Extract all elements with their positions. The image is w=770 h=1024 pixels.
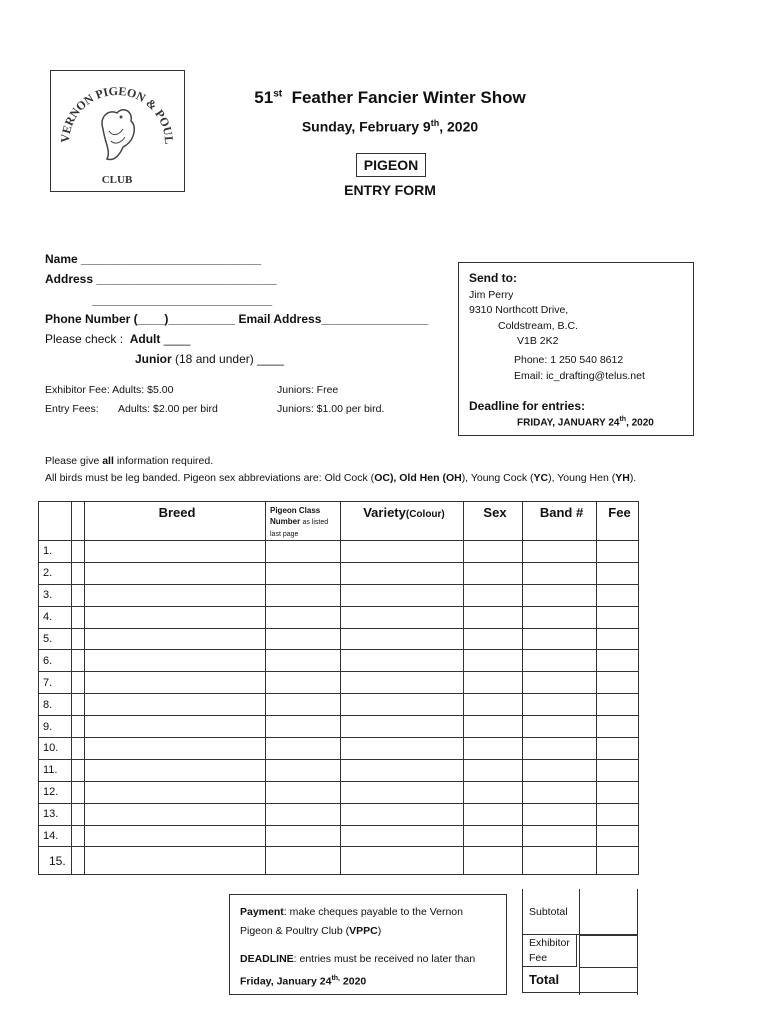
entry-cell[interactable] xyxy=(464,584,523,606)
entry-cell[interactable] xyxy=(85,606,266,628)
entry-cell[interactable] xyxy=(266,694,341,716)
table-row xyxy=(39,759,639,781)
entry-cell[interactable] xyxy=(85,803,266,825)
send-to-street: 9310 Northcott Drive, xyxy=(469,304,569,316)
table-row xyxy=(39,716,639,738)
entry-cell[interactable] xyxy=(266,716,341,738)
exhibitor-fee: Exhibitor Fee: Adults: $5.00 xyxy=(45,384,174,396)
table-row xyxy=(39,541,639,563)
check-row: Please check : Adult ____ xyxy=(45,332,191,346)
entry-cell[interactable] xyxy=(523,694,597,716)
logo-club-text: CLUB xyxy=(101,174,133,186)
entry-cell[interactable] xyxy=(597,584,639,606)
entry-cell[interactable] xyxy=(597,650,639,672)
entry-cell[interactable] xyxy=(597,672,639,694)
col-sex: Sex xyxy=(464,502,523,541)
send-to-phone: Phone: 1 250 540 8612 xyxy=(514,354,624,366)
entry-cell[interactable] xyxy=(266,562,341,584)
deadline-heading: Deadline for entries: xyxy=(469,399,586,413)
entry-cell[interactable] xyxy=(464,825,523,847)
entry-cell[interactable] xyxy=(464,562,523,584)
send-to-postal: V1B 2K2 xyxy=(517,335,559,347)
table-row xyxy=(39,781,639,803)
entry-fee-label: Entry Fees: xyxy=(45,403,99,415)
table-row xyxy=(39,738,639,760)
entry-cell[interactable] xyxy=(523,650,597,672)
entry-cell[interactable] xyxy=(597,606,639,628)
col-row-number xyxy=(39,502,72,541)
entry-cell[interactable] xyxy=(85,716,266,738)
entry-cell xyxy=(72,694,85,716)
totals-value-column[interactable] xyxy=(579,889,638,995)
email-field[interactable]: Email Address________________ xyxy=(238,312,429,326)
entry-cell xyxy=(72,847,85,875)
table-row xyxy=(39,584,639,606)
entry-cell[interactable] xyxy=(266,738,341,760)
entry-cell[interactable] xyxy=(464,847,523,875)
entry-cell[interactable] xyxy=(597,738,639,760)
instructions-line-2: All birds must be leg banded. Pigeon sex abbreviations are: Old Cock (OC), Old Hen (OH), Young Cock (YC), Young Hen (YH). xyxy=(45,472,637,484)
entry-cell[interactable] xyxy=(266,650,341,672)
entry-cell[interactable] xyxy=(266,759,341,781)
entry-cell[interactable] xyxy=(341,672,464,694)
club-logo xyxy=(50,70,185,192)
row-number: 6. xyxy=(39,650,72,672)
row-number: 7. xyxy=(39,672,72,694)
entry-cell[interactable] xyxy=(341,606,464,628)
entry-cell[interactable] xyxy=(266,606,341,628)
pigeon-logo-icon xyxy=(51,71,183,190)
table-header-row xyxy=(39,502,639,541)
send-to-name: Jim Perry xyxy=(469,289,514,301)
entry-cell[interactable] xyxy=(85,672,266,694)
entry-cell xyxy=(72,759,85,781)
entry-cell[interactable] xyxy=(266,584,341,606)
entry-cell xyxy=(72,606,85,628)
address-field-2[interactable]: ___________________________ xyxy=(92,293,273,307)
entry-cell[interactable] xyxy=(85,562,266,584)
junior-option[interactable]: Junior (18 and under) ____ xyxy=(135,352,284,366)
entry-cell[interactable] xyxy=(523,606,597,628)
name-field[interactable]: Name ___________________________ xyxy=(45,252,262,266)
col-breed: Breed xyxy=(85,502,266,541)
col-band: Band # xyxy=(523,502,597,541)
payment-deadline: DEADLINE: entries must be received no later than Friday, January $24^{th,}$ 2020 xyxy=(240,953,476,988)
entry-cell[interactable] xyxy=(341,650,464,672)
table-row xyxy=(39,562,639,584)
table-row xyxy=(39,628,639,650)
total-row[interactable]: Total xyxy=(522,967,638,993)
entry-cell[interactable] xyxy=(341,738,464,760)
send-to-box xyxy=(458,262,694,436)
adult-option[interactable]: Adult xyxy=(129,332,161,346)
table-row xyxy=(39,606,639,628)
col-fee: Fee xyxy=(597,502,639,541)
row-number: 4. xyxy=(39,606,72,628)
send-to-city: Coldstream, B.C. xyxy=(498,320,578,332)
entry-cell[interactable] xyxy=(341,694,464,716)
entry-cell xyxy=(72,584,85,606)
table-row xyxy=(39,803,639,825)
entry-cell[interactable] xyxy=(266,781,341,803)
entry-cell[interactable] xyxy=(266,541,341,563)
entry-cell xyxy=(72,672,85,694)
entry-cell xyxy=(72,716,85,738)
entry-cell[interactable] xyxy=(341,716,464,738)
entry-cell[interactable] xyxy=(597,759,639,781)
entry-cell[interactable] xyxy=(523,825,597,847)
entry-cell[interactable] xyxy=(464,738,523,760)
entry-cell[interactable] xyxy=(597,628,639,650)
entry-cell[interactable] xyxy=(523,584,597,606)
exhibitor-fee-row[interactable]: Exhibitor Fee xyxy=(522,935,577,967)
col-variety: Variety(Colour) xyxy=(341,502,464,541)
entry-cell[interactable] xyxy=(266,672,341,694)
entry-cell[interactable] xyxy=(85,781,266,803)
entry-cell[interactable] xyxy=(464,716,523,738)
svg-text:VERNON PIGEON & POULTRY xyxy=(51,71,176,145)
deadline-date: FRIDAY, JANUARY 24th, 2020 xyxy=(517,416,654,429)
entries-table xyxy=(38,501,639,875)
entry-cell[interactable] xyxy=(597,803,639,825)
entry-cell[interactable] xyxy=(341,562,464,584)
entry-cell[interactable] xyxy=(464,694,523,716)
row-number: 3. xyxy=(39,584,72,606)
row-number: 9. xyxy=(39,716,72,738)
show-date: Sunday, February 9th, 2020 xyxy=(301,118,479,135)
entry-cell xyxy=(72,781,85,803)
entry-cell[interactable] xyxy=(341,584,464,606)
entry-cell[interactable] xyxy=(523,562,597,584)
row-number: 1. xyxy=(39,541,72,563)
entry-cell[interactable] xyxy=(597,716,639,738)
entry-cell[interactable] xyxy=(464,759,523,781)
entry-cell[interactable] xyxy=(597,781,639,803)
entry-cell[interactable] xyxy=(597,825,639,847)
entry-cell[interactable] xyxy=(341,628,464,650)
entry-cell[interactable] xyxy=(85,541,266,563)
logo-arc-text: VERNON PIGEON & POUL xyxy=(57,83,177,144)
entry-cell xyxy=(72,562,85,584)
table-row xyxy=(39,694,639,716)
send-to-heading: Send to: xyxy=(469,271,517,285)
entry-cell[interactable] xyxy=(523,541,597,563)
table-row xyxy=(39,650,639,672)
entry-cell[interactable] xyxy=(341,825,464,847)
entry-cell[interactable] xyxy=(597,562,639,584)
entry-cell[interactable] xyxy=(85,759,266,781)
col-spacer xyxy=(72,502,85,541)
entry-cell[interactable] xyxy=(341,847,464,875)
show-title: 51st Feather Fancier Winter Show xyxy=(254,88,526,107)
entry-cell[interactable] xyxy=(597,541,639,563)
entry-cell[interactable] xyxy=(464,781,523,803)
table-row xyxy=(39,672,639,694)
entry-cell[interactable] xyxy=(85,825,266,847)
phone-field[interactable]: Phone Number (____)__________ Email Address________________ xyxy=(45,312,429,326)
table-row xyxy=(39,847,639,875)
entry-cell[interactable] xyxy=(597,847,639,875)
payment-note: Payment: make cheques payable to the Vernon Pigeon & Poultry Club (VPPC) xyxy=(240,906,463,937)
entry-cell[interactable] xyxy=(523,781,597,803)
entry-cell[interactable] xyxy=(85,650,266,672)
entry-cell xyxy=(72,738,85,760)
entry-cell[interactable] xyxy=(341,781,464,803)
entry-cell xyxy=(72,825,85,847)
entry-cell[interactable] xyxy=(464,803,523,825)
entry-cell[interactable] xyxy=(341,759,464,781)
entry-cell[interactable] xyxy=(341,541,464,563)
entry-cell[interactable] xyxy=(266,847,341,875)
instructions-line-1: Please give all information required. xyxy=(45,455,214,467)
entry-cell[interactable] xyxy=(266,825,341,847)
entry-cell xyxy=(72,650,85,672)
entry-cell[interactable] xyxy=(266,628,341,650)
entry-cell[interactable] xyxy=(85,738,266,760)
entry-cell[interactable] xyxy=(464,628,523,650)
entry-cell[interactable] xyxy=(523,759,597,781)
entry-cell[interactable] xyxy=(85,628,266,650)
entry-cell[interactable] xyxy=(85,694,266,716)
payment-box xyxy=(229,894,507,995)
entry-cell xyxy=(72,541,85,563)
entry-cell[interactable] xyxy=(464,606,523,628)
entry-cell[interactable] xyxy=(85,847,266,875)
entry-cell[interactable] xyxy=(464,541,523,563)
entry-cell[interactable] xyxy=(341,803,464,825)
entry-cell[interactable] xyxy=(464,650,523,672)
entry-cell[interactable] xyxy=(85,584,266,606)
row-number: 15. xyxy=(39,847,72,875)
col-class-number: Pigeon Class Number as listed last page xyxy=(266,502,341,541)
entry-cell[interactable] xyxy=(523,803,597,825)
subtotal-row[interactable]: Subtotal xyxy=(522,889,638,935)
entry-cell xyxy=(72,628,85,650)
entry-cell[interactable] xyxy=(523,672,597,694)
table-row xyxy=(39,825,639,847)
send-to-email: Email: ic_drafting@telus.net xyxy=(514,370,645,382)
row-number: 14. xyxy=(39,825,72,847)
address-field[interactable]: Address ___________________________ xyxy=(45,272,277,286)
row-number: 10. xyxy=(39,738,72,760)
row-number: 11. xyxy=(39,759,72,781)
entry-cell xyxy=(72,803,85,825)
entry-cell[interactable] xyxy=(523,738,597,760)
entry-cell[interactable] xyxy=(523,716,597,738)
row-number: 8. xyxy=(39,694,72,716)
entry-cell[interactable] xyxy=(523,847,597,875)
row-number: 5. xyxy=(39,628,72,650)
entry-fee-adult: Adults: $2.00 per bird xyxy=(118,403,218,415)
row-number: 12. xyxy=(39,781,72,803)
entry-cell[interactable] xyxy=(464,672,523,694)
entry-cell[interactable] xyxy=(523,628,597,650)
entry-cell[interactable] xyxy=(266,803,341,825)
category-label: PIGEON xyxy=(356,153,426,177)
exhibitor-fee-junior: Juniors: Free xyxy=(277,384,339,396)
row-number: 2. xyxy=(39,562,72,584)
entry-cell[interactable] xyxy=(597,694,639,716)
form-title: ENTRY FORM xyxy=(344,182,436,198)
row-number: 13. xyxy=(39,803,72,825)
entry-fee-junior: Juniors: $1.00 per bird. xyxy=(277,403,385,415)
